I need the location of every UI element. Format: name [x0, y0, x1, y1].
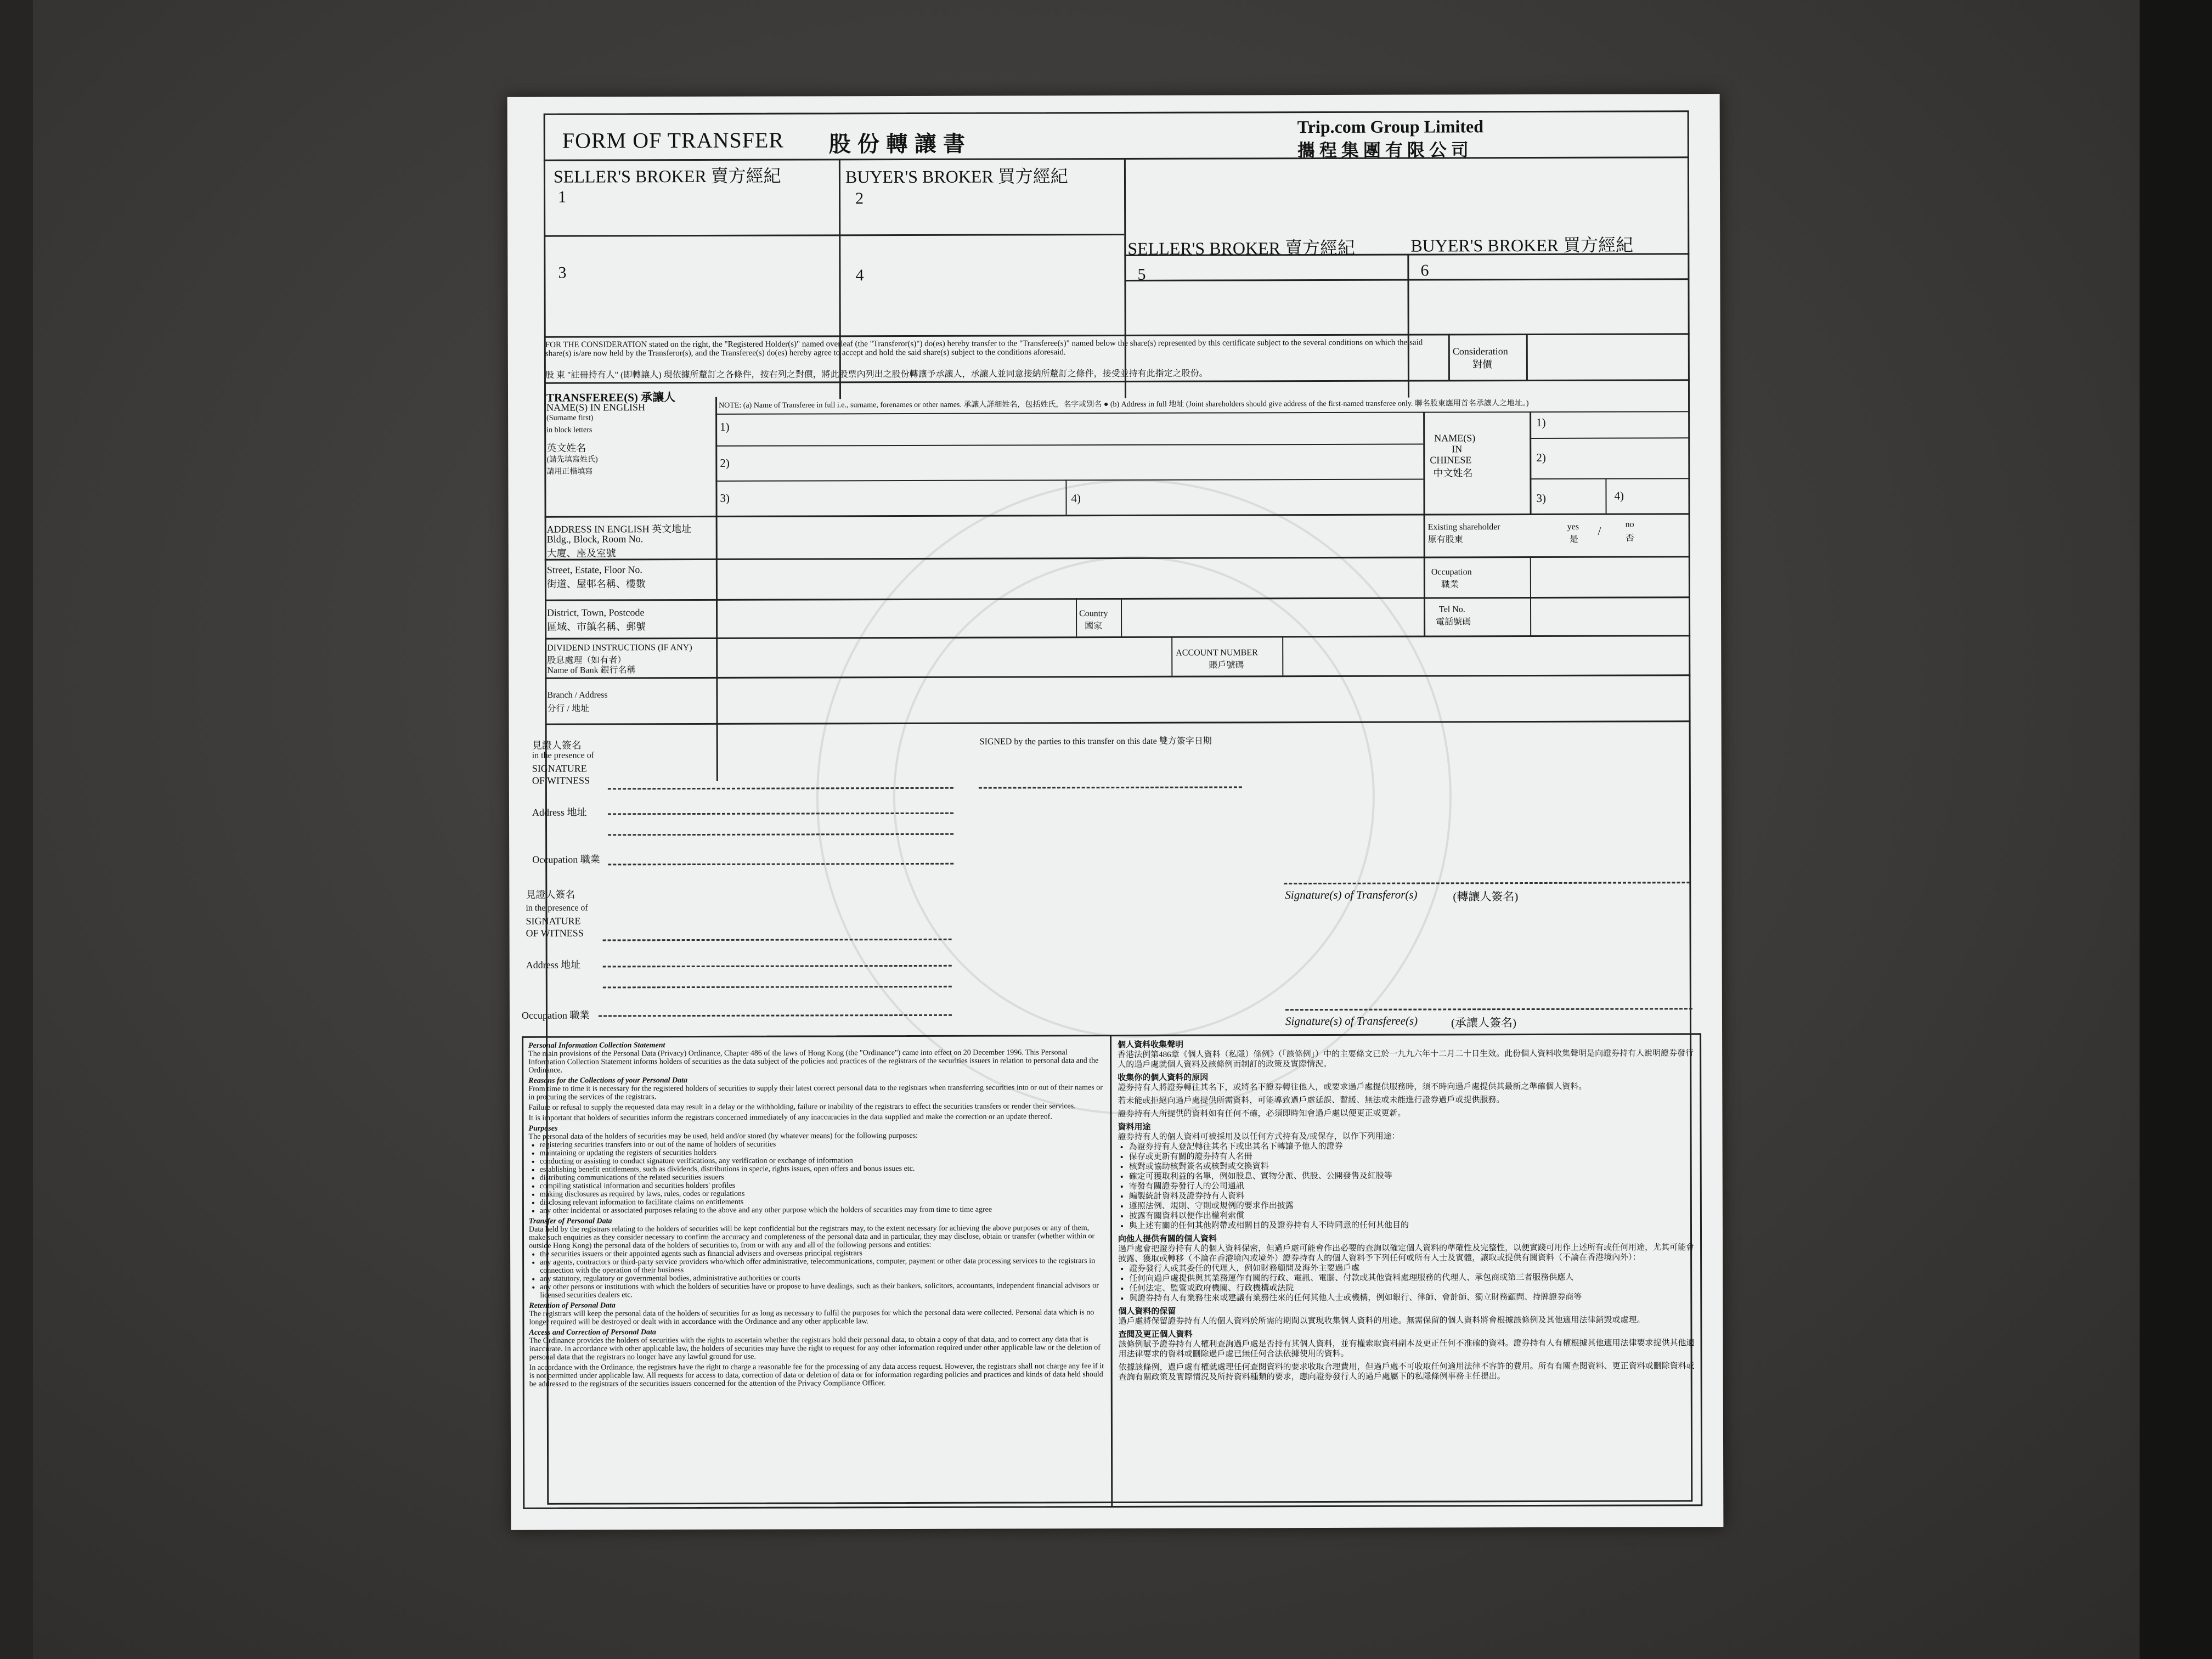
pics-purpose-zh: • 確定可獲取利益的名單，例如股息、實物分派、供股、公開發售及紅股等: [1129, 1170, 1695, 1182]
pics-transfer-intro-en: Data held by the registrars relating to the holders of securities will be kept confidential but the registrars may, to the extent necessary for achieving the above purposes or any of them, make such enquiries as they consider necessary to confirm the accuracy and completeness of the personal data and in particular, they may disclose, obtain or transfer (whether within or outside Hong Kong) the personal data of the holders of securities to, from or with any and all of the following persons and entities:: [528, 1224, 1095, 1250]
account-divider-l: [1171, 636, 1172, 676]
chinese-name-label-zh: 中文姓名: [1433, 467, 1473, 479]
buyer-broker-label-2: BUYER'S BROKER 買方經紀: [1410, 235, 1634, 256]
pics-purpose-zh: • 保存或更新有關的證券持有人名冊: [1129, 1150, 1695, 1162]
broker-box-4[interactable]: 4: [855, 266, 864, 285]
block-letters-label: in block letters: [546, 426, 592, 435]
pics-purposes-title-zh: 資料用途: [1118, 1122, 1151, 1132]
dividend-label-zh: 股息處理（如有者）: [547, 656, 627, 665]
pics-purpose-zh: • 披露有關資料以便作出權利索償: [1129, 1210, 1695, 1221]
block-letters-label-zh: 請用正楷填寫: [546, 467, 593, 476]
pics-transfer-item-en: • any other persons or institutions with which the holders of securities have or propose to have dealings, such as their bankers, solicitors, accountants, independent financial advisors or licensed securities dealers etc.: [540, 1282, 1104, 1300]
address-right-divider-2: [1530, 556, 1531, 635]
address-right-divider: [1424, 514, 1426, 636]
pics-intro-zh: 香港法例第486章《個人資料（私隱）條例》（「該條例」）中的主要條文已於一九九六年十二月二十日生效。此份個人資料收集聲明是向證券持有人說明證券發行人的過戶處就個人資料及該條例而制訂的政策及實際情況。: [1118, 1049, 1694, 1069]
pics-reasons-title-zh: 收集你的個人資料的原因: [1118, 1073, 1209, 1082]
pics-purpose-en: • any other incidental or associated purposes relating to the above and any other purpose which the holders of securities may from time to time agree: [540, 1205, 1104, 1215]
pics-purpose-en: • compiling statistical information and securities holders' profiles: [540, 1181, 1104, 1190]
broker-box-5[interactable]: 5: [1137, 265, 1146, 284]
witness-1-label-zh: 見證人簽名: [532, 740, 582, 751]
occupation-label: Occupation: [1431, 567, 1472, 577]
chinese-name-label-2: IN: [1452, 443, 1463, 455]
account-divider-r: [1282, 636, 1283, 675]
pics-transfer-item-zh: • 任何向過戶處提供與其業務運作有關的行政、電訊、電腦、付款或其他資料處理服務的代理人、承包商或第三者服務供應人: [1129, 1272, 1695, 1284]
pics-transfer-list-zh: [1118, 1262, 1695, 1304]
existing-slash: /: [1598, 524, 1601, 538]
transferor-signature-label: Signature(s) of Transferor(s): [1285, 888, 1418, 902]
signed-date-label: SIGNED by the parties to this transfer on this date 雙方簽字日期: [979, 736, 1212, 747]
witness-1-presence: in the presence of: [532, 751, 595, 760]
pics-retention-title-zh: 個人資料的保留: [1118, 1307, 1176, 1316]
pics-transfer-item-zh: • 證券發行人或其委任的代理人，例如財務顧問及海外主要過戶處: [1129, 1262, 1695, 1274]
district-label: District, Town, Postcode: [547, 607, 645, 618]
witness-2-of-witness: OF WITNESS: [526, 927, 584, 939]
consideration-text-zh: 股 東 "註冊持有人" (即轉讓人) 現依據所釐訂之各條件，按右列之對價，將此股票內列出之股份轉讓予承讓人，承讓人並同意接納所釐訂之條件，接受並持有此指定之股份。: [545, 369, 1208, 380]
transferee-signature-label-zh: (承讓人簽名): [1451, 1016, 1517, 1030]
country-label: Country: [1079, 609, 1108, 619]
pics-transfer-item-en: • any statutory, regulatory or governmental bodies, administrative authorities or courts: [540, 1273, 1104, 1283]
company-name-zh: 攜 程 集 團 有 限 公 司: [1297, 140, 1469, 161]
transferee-row-3-4-divider: [1065, 479, 1066, 515]
pics-purpose-en: • distributing communications of the related securities issuers: [540, 1172, 1104, 1182]
pics-retention-en: The registrars will keep the personal data of the holders of securities for as long as necessary to fulfil the purposes for which the personal data were collected. Personal data which is no longer required will be destroyed or dealt with in accordance with the Ordinance and any other applicable law.: [529, 1308, 1094, 1327]
witness-2-occupation: Occupation 職業: [521, 1009, 590, 1021]
pics-transfer-item-en: • the securities issuers or their appointed agents such as financial advisers and overseas principal registrars: [540, 1249, 1104, 1259]
pics-purposes-intro-zh: 證券持有人的個人資料可被採用及以任何方式持有及/或保存，以作下列用途：: [1118, 1132, 1400, 1142]
pics-reasons-2-zh: 若未能或拒絕向過戶處提供所需資料，可能導致過戶處延誤、暫緩、無法或未能進行證券過戶或提供服務。: [1118, 1096, 1505, 1105]
pics-transfer-item-zh: • 與證券持有人有業務往來或建議有業務往來的任何其他人士或機構，例如銀行、律師、會計師、獨立財務顧問、持牌證券商等: [1129, 1292, 1695, 1304]
chinese-row-4[interactable]: 4): [1614, 489, 1624, 503]
pics-purpose-zh: • 遵照法例、規則、守則或規例的要求作出披露: [1129, 1200, 1695, 1211]
country-divider-r: [1121, 598, 1122, 636]
name-english-label-zh: 英文姓名: [546, 442, 586, 454]
pics-access-1-en: The Ordinance provides the holders of securities with the rights to ascertain whether the registrars hold their personal data, to obtain a copy of that data, and to correct any data that is inaccurate. In accordance with other applicable law, the holders of securities may have the right to request for any other information required under other applicable law or the deletion of personal data that the registrars no longer have any lawful ground for use.: [529, 1335, 1101, 1362]
pics-transfer-item-en: • any agents, contractors or third-party service providers who/which offer administrative, telecommunications, computer, payment or other data processing services to the registrars in connection with the operation of their business: [540, 1257, 1104, 1275]
pics-purpose-zh: • 與上述有關的任何其他附帶或相關目的及證券持有人不時同意的任何其他目的: [1129, 1220, 1695, 1231]
transferee-row-4[interactable]: 4): [1071, 492, 1081, 505]
dividend-label: DIVIDEND INSTRUCTIONS (IF ANY): [547, 643, 692, 653]
surname-first-label-zh: (請先填寫姓氏): [546, 455, 598, 464]
witness-1-occupation: Occupation 職業: [532, 854, 600, 865]
transferee-title: TRANSFEREE(S) 承讓人: [546, 391, 676, 404]
existing-yes-option-zh: 是: [1569, 534, 1578, 544]
transferee-row-3[interactable]: 3): [720, 491, 730, 505]
pics-transfer-list-en: [529, 1249, 1104, 1300]
transferee-note: NOTE: (a) Name of Transferee in full i.e., surname, forenames or other names. 承讓人詳細姓名，包括姓氏，名字或別名 ● (b) Address in full 地址 (Joint shareholders should give address of the first-named transferee only. 聯名股東應用首名承讓人之地址。): [719, 399, 1529, 410]
seller-broker-label-1: SELLER'S BROKER 賣方經紀: [553, 166, 781, 187]
form-title-zh: 股 份 轉 讓 書: [828, 131, 966, 157]
pics-english: [528, 1040, 1104, 1389]
pics-retention-zh: 過戶處將保留證券持有人的個人資料於所需的期間以實現收集個人資料的用途。無需保留的個人資料將會根據該條例及其他適用法律銷毀或處理。: [1118, 1316, 1645, 1326]
pics-chinese: [1118, 1039, 1696, 1383]
chinese-name-divider-r: [1530, 411, 1531, 514]
pics-transfer-item-zh: • 任何法定、監管或政府機關、行政機構或法院: [1129, 1282, 1695, 1294]
pics-reasons-title-en: Reasons for the Collections of your Personal Data: [528, 1076, 688, 1085]
existing-no-option-zh: 否: [1625, 533, 1634, 543]
consideration-label-zh: 對價: [1472, 359, 1492, 370]
pics-purpose-zh: • 編製統計資料及證券持有人資料: [1129, 1190, 1695, 1201]
chinese-name-divider-l: [1423, 412, 1425, 514]
pics-purpose-en: • disclosing relevant information to facilitate claims on entitlements: [540, 1197, 1104, 1207]
chinese-name-label-3: CHINESE: [1430, 454, 1472, 466]
branch-label: Branch / Address: [547, 690, 608, 700]
pics-purpose-en: • registering securities transfers into or out of the name of holders of securities: [540, 1139, 1104, 1149]
company-name: Trip.com Group Limited: [1297, 116, 1484, 137]
pics-reasons-1-zh: 證券持有人將證券轉往其名下，或將名下證券轉往他人，或要求過戶處提供服務時，須不時向過戶處提供其最新之準確個人資料。: [1118, 1082, 1587, 1092]
pics-transfer-intro-zh: 過戶處會把證券持有人的個人資料保密，但過戶處可能會作出必要的查詢以確定個人資料的準確性及完整性，以便實踐可用作上述所有或任何用途，尤其可能會披露、獲取或轉移（不論在香港境內或境外）證券持有人的個人資料予下列任何或所有人士及實體，讓取或提供有關資料（不論在香港境內外）：: [1118, 1243, 1695, 1263]
existing-yes-option[interactable]: yes: [1567, 522, 1579, 532]
transferee-row-1[interactable]: 1): [720, 420, 730, 433]
existing-no-option[interactable]: no: [1625, 520, 1634, 529]
country-divider-l: [1076, 598, 1077, 636]
address-label: ADDRESS IN ENGLISH 英文地址: [546, 523, 692, 535]
broker-box-1[interactable]: 1: [558, 188, 567, 206]
pics-retention-title-en: Retention of Personal Data: [529, 1301, 616, 1310]
witness-2-signature: SIGNATURE: [526, 915, 581, 927]
consideration-divider: [1448, 334, 1450, 380]
consideration-label: Consideration: [1452, 346, 1508, 357]
transfer-form-paper: [507, 94, 1724, 1530]
witness-2-address: Address 地址: [526, 959, 581, 970]
pics-reasons-3-zh: 證券持有人所提供的資料如有任何不確，必須即時知會過戶處以便更正或更新。: [1118, 1109, 1406, 1119]
pics-purpose-en: • conducting or assisting to conduct signature verifications, any verification or exchange of information: [540, 1156, 1104, 1166]
bank-name-label: Name of Bank 銀行名稱: [547, 665, 636, 675]
tel-label: Tel No.: [1439, 605, 1465, 614]
buyer-broker-label-1: BUYER'S BROKER 買方經紀: [845, 166, 1068, 187]
pics-access-1-zh: 該條例賦予證券持有人權利查詢過戶處是否持有其個人資料，並有權索取資料副本及更正任何不准確的資料。證券持有人有權根據其他適用法律要求提供其他適用法律要求的資料或刪除過戶處已無任何合法依據使用的資料。: [1118, 1339, 1695, 1359]
broker-box-6[interactable]: 6: [1420, 261, 1429, 280]
pics-purpose-zh: • 寄發有關證券發行人的公司通訊: [1129, 1180, 1695, 1192]
pics-reasons-3-en: It is important that holders of securities inform the registrars concerned immediately of any inaccuracies in the data supplied and make the correction or an update thereof.: [528, 1113, 1052, 1122]
occupation-label-zh: 職業: [1441, 580, 1459, 590]
pics-purpose-zh: • 為證券持有人登記轉往其名下或出其名下轉讓予他人的證券: [1129, 1141, 1695, 1152]
pics-reasons-1-en: From time to time it is necessary for the registered holders of securities to supply their latest correct personal data to the registrars when transferring securities into or out of their names or in procuring the services of the registrars.: [528, 1084, 1103, 1102]
street-label: Street, Estate, Floor No.: [546, 564, 642, 575]
consideration-text: FOR THE CONSIDERATION stated on the right, the "Registered Holder(s)" named overleaf (the "Transferor(s)") do(es) hereby transfer to the "Transferee(s)" named below the share(s) represented by this certificate subject to the several conditions on which the said share(s) is/are now held by the Transferor(s), and the Transferee(s) do(es) hereby agree to accept and hold the said share(s) subject to the conditions aforesaid.: [545, 338, 1423, 358]
witness-1-signature: SIGNATURE: [532, 763, 587, 774]
witness-2-presence: in the presence of: [526, 903, 588, 913]
account-number-label-zh: 賬戶號碼: [1209, 661, 1244, 670]
transferee-row-2[interactable]: 2): [720, 456, 730, 470]
pics-transfer-title-en: Transfer of Personal Data: [528, 1217, 612, 1226]
account-number-label: ACCOUNT NUMBER: [1176, 648, 1258, 658]
form-title: FORM OF TRANSFER: [562, 127, 785, 153]
existing-shareholder-label-zh: 原有股東: [1427, 535, 1463, 545]
pics-purposes-title-en: Purposes: [528, 1124, 558, 1133]
pics-purpose-en: • making disclosures as required by laws, rules, codes or regulations: [540, 1189, 1104, 1199]
tel-label-zh: 電話號碼: [1436, 617, 1471, 627]
pics-reasons-2-en: Failure or refusal to supply the requested data may result in a delay or the withholding, failure or inability of the registrars to effect the securities transfers or render their services.: [528, 1102, 1076, 1112]
pics-purposes-list-en: [529, 1139, 1104, 1215]
seller-broker-label-2: SELLER'S BROKER 賣方經紀: [1127, 238, 1356, 258]
broker-box-3[interactable]: 3: [558, 263, 567, 282]
broker-box-2[interactable]: 2: [855, 189, 864, 208]
chinese-row-2[interactable]: 2): [1536, 450, 1546, 464]
pics-access-title-zh: 查閱及更正個人資料: [1118, 1330, 1193, 1339]
chinese-row-3[interactable]: 3): [1536, 491, 1547, 505]
country-label-zh: 國家: [1085, 622, 1103, 631]
bldg-label-zh: 大廈、座及室號: [546, 548, 616, 559]
pics-intro-en: The main provisions of the Personal Data (Privacy) Ordinance, Chapter 486 of the laws of Hong Kong (the "Ordinance") came into effect on 20 December 1996. This Personal Information Collection Statement informs holders of securities as the data subject of the policies and practices of the registrars of the securities issuers in relation to personal data and the Ordinance.: [528, 1048, 1099, 1075]
street-label-zh: 街道、屋邨名稱、樓數: [546, 578, 646, 590]
transferor-signature-label-zh: (轉讓人簽名): [1453, 890, 1519, 904]
witness-2-label-zh: 見證人簽名: [526, 889, 575, 900]
witness-1-address: Address 地址: [532, 806, 587, 818]
bldg-label: Bldg., Block, Room No.: [546, 533, 644, 545]
pics-purposes-list-zh: [1118, 1141, 1695, 1231]
pics-title-en: Personal Information Collection Statement: [528, 1041, 665, 1050]
witness-1-of-witness: OF WITNESS: [532, 775, 590, 786]
pics-transfer-title-zh: 向他人提供有關的個人資料: [1118, 1234, 1217, 1244]
pics-purposes-intro-en: The personal data of the holders of securities may be used, held and/or stored (by whatever means) for the following purposes:: [528, 1131, 918, 1141]
existing-shareholder-label: Existing shareholder: [1427, 522, 1500, 532]
pics-access-2-en: In accordance with the Ordinance, the registrars have the right to charge a reasonable fee for the processing of any data access request. However, the registrars shall not charge any fee if it is not permitted under applicable law. All requests for access to data, correction of data or deletion of data or for information regarding policies and practices and kinds of data held should be addressed to the registrars of the securities issuers concerned for the attention of the Privacy Compliance Officer.: [529, 1362, 1104, 1389]
pics-purpose-zh: • 核對或協助核對簽名或核對或交換資料: [1129, 1160, 1695, 1172]
pics-title-zh: 個人資料收集聲明: [1118, 1040, 1184, 1049]
pics-access-2-zh: 依據該條例，過戶處有權就處理任何查閱資料的要求收取合理費用，但過戶處不可收取任何適用法律不容許的費用。所有有關查閱資料、更正資料或刪除資料或查詢有關政策及實際情況及所持資料種類的要求，應向證券發行人的過戶處屬下的私隱條例事務主任提出。: [1118, 1362, 1695, 1382]
pics-purpose-en: • maintaining or updating the registers of securities holders: [540, 1148, 1104, 1158]
name-english-label: NAME(S) IN ENGLISH: [546, 402, 646, 413]
pics-access-title-en: Access and Correction of Personal Data: [529, 1328, 656, 1337]
pics-purpose-en: • establishing benefit entitlements, such as dividends, distributions in specie, rights issues, open offers and bonus issues etc.: [540, 1164, 1104, 1174]
desk-edge-right: [2140, 0, 2212, 1659]
district-label-zh: 區域、市鎮名稱、郵號: [547, 621, 646, 633]
surname-first-label: (Surname first): [546, 414, 594, 422]
consideration-divider-2: [1526, 334, 1528, 380]
chinese-name-label-1: NAME(S): [1434, 432, 1476, 444]
chinese-row-3-4-divider: [1605, 478, 1606, 514]
chinese-row-1[interactable]: 1): [1536, 415, 1546, 429]
transferee-signature-label: Signature(s) of Transferee(s): [1285, 1014, 1418, 1028]
desk-edge-left: [0, 0, 33, 1659]
branch-label-zh: 分行 / 地址: [547, 704, 589, 714]
